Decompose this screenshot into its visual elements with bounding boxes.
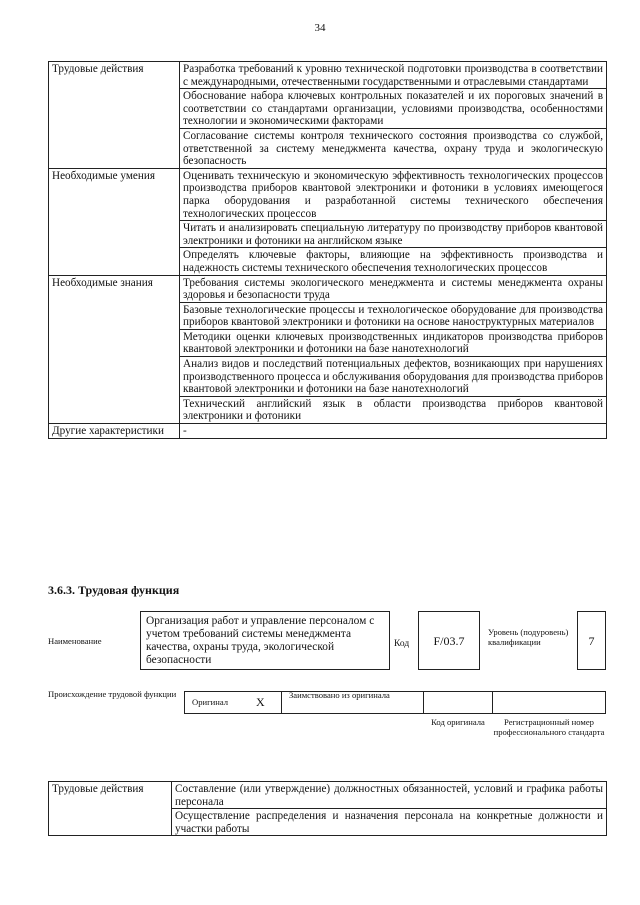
registration-number-box (492, 691, 606, 714)
table-row (49, 168, 607, 220)
row-heading-required-skills: Необходимые умения (49, 168, 180, 275)
registration-number-caption: Регистрационный номер профессионального стандарта (493, 717, 605, 737)
row-heading-labor-actions: Трудовые действия (49, 782, 172, 836)
origin-code-caption: Код оригинала (431, 717, 485, 727)
code-label: Код (394, 639, 410, 649)
name-label: Наименование (48, 636, 102, 646)
table-cell: Анализ видов и последствий потенциальных дефектов, возникающих при нарушениях производственного процесса и обслуживания оборудования для производства приборов квантовой электроники и фотоники на базе нанотехнологий (180, 357, 607, 397)
table-row (49, 782, 607, 809)
table-row (49, 275, 607, 302)
table-cell: Согласование системы контроля технического состояния производства со службой, ответственной за систему менеджмента качества, охрану труда и экологическую безопасность (180, 128, 607, 168)
table-cell: Требования системы экологического менеджмента и системы менеджмента охраны здоровья и безопасности труда (180, 275, 607, 302)
qualification-level-box: 7 (577, 611, 606, 670)
borrowed-label: Заимствовано из оригинала (289, 690, 390, 700)
row-heading-required-knowledge: Необходимые знания (49, 275, 180, 424)
qualification-level-label: Уровень (подуровень) квалификации (488, 627, 569, 647)
original-label: Оригинал (192, 697, 229, 707)
table-row (49, 62, 607, 89)
section-heading: 3.6.3. Трудовая функция (48, 583, 180, 597)
row-heading-labor-actions: Трудовые действия (49, 62, 180, 169)
row-heading-other-characteristics: Другие характеристики (49, 424, 180, 439)
labor-function-details-table (48, 61, 607, 439)
table-cell: Определять ключевые факторы, влияющие на эффективность производства и надежность системы технического обеспечения технологических процессов (180, 248, 607, 275)
page-number: 34 (314, 22, 326, 34)
table-cell: Базовые технологические процессы и технологическое оборудование для производства приборов квантовой электроники и фотоники на основе наноструктурных материалов (180, 302, 607, 329)
function-code-box: F/03.7 (418, 611, 480, 670)
labor-actions-table (48, 781, 607, 836)
function-name-box: Организация работ и управление персоналом с учетом требований системы менеджмента качества, охраны труда, экологической безопасности (140, 611, 390, 670)
table-cell: Методики оценки ключевых производственных индикаторов производства приборов квантовой электроники и фотоники на базе нанотехнологий (180, 329, 607, 356)
original-mark: X (256, 695, 265, 709)
table-cell: Составление (или утверждение) должностных обязанностей, условий и графика работы персонала (172, 782, 607, 809)
table-cell: - (180, 424, 607, 439)
origin-code-box (423, 691, 493, 714)
table-cell: Оценивать техническую и экономическую эффективность технологических процессов производства приборов квантовой электроники и фотоники в условиях имеющегося парка оборудования и разработанной системы технического обеспечения технологических процессов (180, 168, 607, 220)
origin-label: Происхождение трудовой функции (48, 689, 177, 699)
table-cell: Технический английский язык в области производства приборов квантовой электроники и фотоники (180, 396, 607, 423)
table-cell: Обоснование набора ключевых контрольных показателей и их пороговых значений в соответствии со стандартами организации, условиями производства, особенностями технологии и экономическими факторами (180, 89, 607, 129)
table-cell: Осуществление распределения и назначения персонала на конкретные должности и участки работы (172, 809, 607, 836)
table-cell: Разработка требований к уровню технической подготовки производства в соответствии с международными, отечественными государственными и отраслевыми стандартами (180, 62, 607, 89)
table-cell: Читать и анализировать специальную литературу по производству приборов квантовой электроники и фотоники на английском языке (180, 221, 607, 248)
table-row (49, 424, 607, 439)
